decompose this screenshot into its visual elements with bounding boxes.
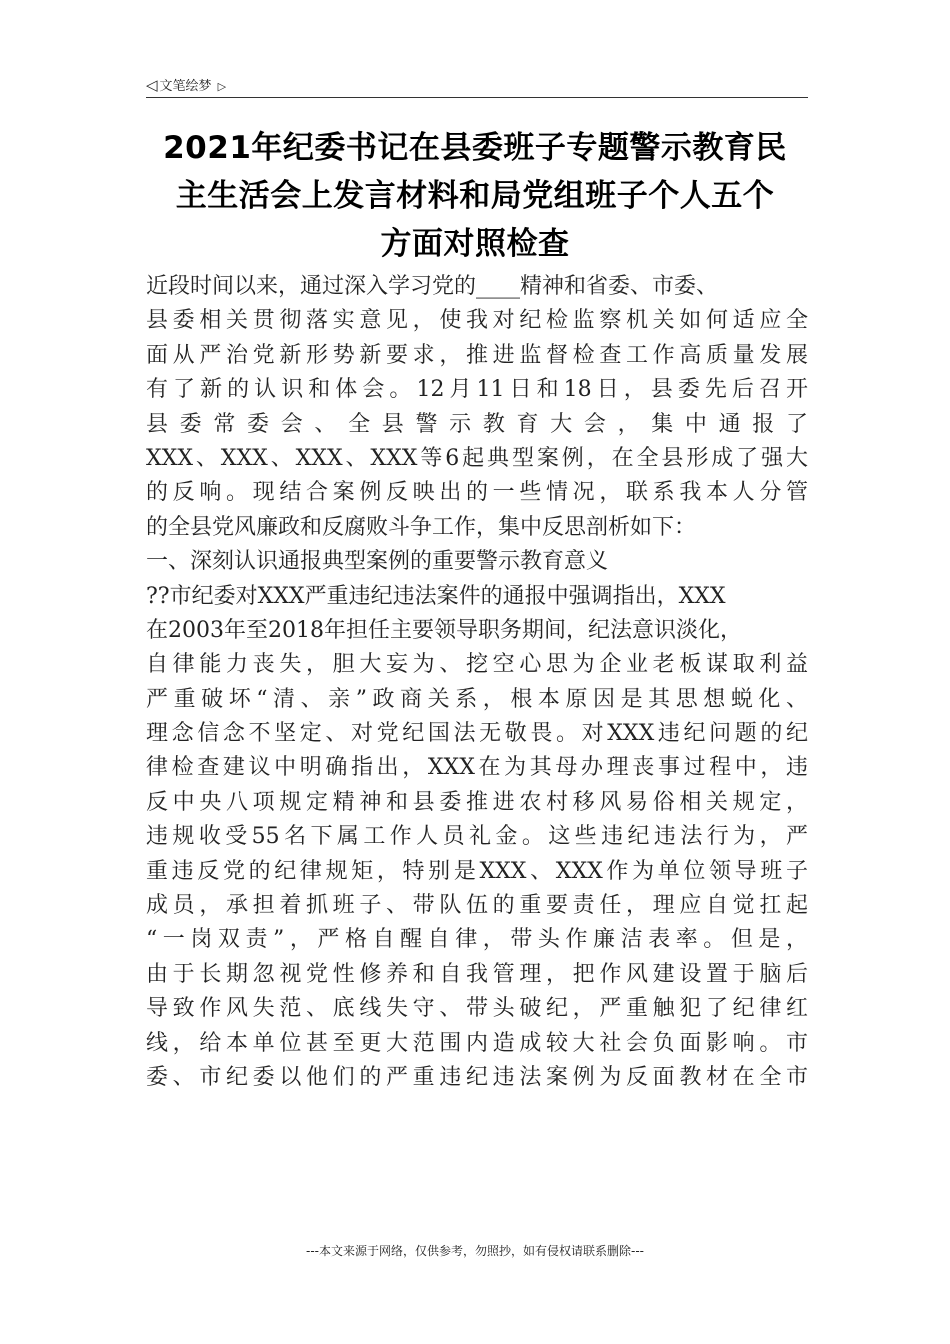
title-line: 方面对照检查	[380, 226, 570, 262]
body-line: 理念信念不坚定、对党纪国法无敬畏。对XXX违纪问题的纪	[146, 721, 808, 747]
body-line: 委、市纪委以他们的严重违纪违法案例为反面教材在全市	[146, 1064, 808, 1090]
page-header	[146, 74, 806, 96]
body-line: 有了新的认识和体会。12月11日和18日，县委先后召开	[146, 377, 808, 403]
title-line: 主生活会上发言材料和局党组班子个人五个	[175, 178, 775, 214]
body-line: 在2003年至2018年担任主要领导职务期间，纪法意识淡化，	[146, 617, 742, 643]
body-line: 律检查建议中明确指出，XXX在为其母办理丧事过程中，违	[146, 755, 808, 781]
document-title	[140, 124, 810, 268]
header-brand: 文笔绘梦	[159, 79, 212, 94]
body-line: 的反响。现结合案例反映出的一些情况，联系我本人分管	[146, 480, 808, 506]
body-line: ??市纪委对XXX严重违纪违法案件的通报中强调指出，XXX	[146, 583, 726, 609]
body-line: 由于长期忽视党性修养和自我管理，把作风建设置于脑后	[146, 961, 808, 987]
body-line: 县委相关贯彻落实意见，使我对纪检监察机关如何适应全	[146, 308, 808, 334]
body-line: 重违反党的纪律规矩，特别是XXX、XXX作为单位领导班子	[146, 858, 808, 884]
body-line: 面从严治党新形势新要求，推进监督检查工作高质量发展	[146, 342, 808, 368]
body-line: “一岗双责”，严格自醒自律，带头作廉洁表率。但是，	[146, 927, 808, 953]
body-line: 的全县党风廉政和反腐败斗争工作，集中反思剖析如下：	[146, 514, 697, 540]
right-triangle-icon: ▷	[217, 80, 227, 93]
body-line: 导致作风失范、底线失守、带头破纪，严重触犯了纪律红	[146, 996, 808, 1022]
document-body	[146, 270, 808, 1095]
body-line: 严重破坏“清、亲”政商关系，根本原因是其思想蜕化、	[146, 686, 808, 712]
title-line: 2021年纪委书记在县委班子专题警示教育民	[163, 130, 787, 166]
body-line: XXX、XXX、XXX、XXX等6起典型案例，在全县形成了强大	[146, 445, 808, 471]
body-line: 县委常委会、全县警示教育大会，集中通报了	[146, 411, 808, 437]
disclaimer-footer: ---本文来源于网络，仅供参考，勿照抄，如有侵权请联系删除---	[306, 1244, 644, 1258]
body-line: 成员，承担着抓班子、带队伍的重要责任，理应自觉扛起	[146, 893, 808, 919]
section-heading: 一、深刻认识通报典型案例的重要警示教育意义	[146, 549, 609, 575]
body-line: 反中央八项规定精神和县委推进农村移风易俗相关规定，	[146, 789, 808, 815]
body-line: 自律能力丧失，胆大妄为、挖空心思为企业老板谋取利益	[146, 652, 808, 678]
left-triangle-icon: ◁	[146, 76, 158, 94]
body-line: 近段时间以来，通过深入学习党的____精神和省委、市委、	[146, 274, 719, 299]
body-line: 线，给本单位甚至更大范围内造成较大社会负面影响。市	[146, 1030, 808, 1056]
body-line: 违规收受55名下属工作人员礼金。这些违纪违法行为，严	[146, 824, 808, 850]
header-divider	[146, 97, 808, 98]
